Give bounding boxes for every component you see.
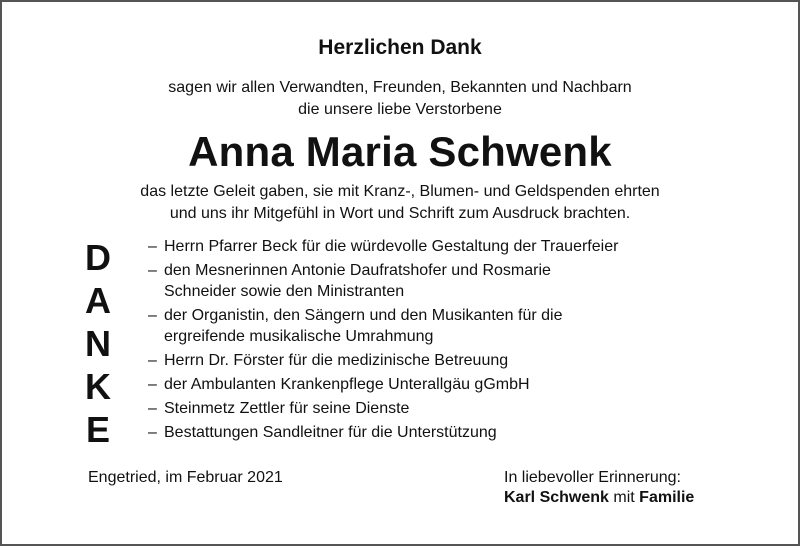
remembrance-line: In liebevoller Erinnerung:	[504, 469, 681, 486]
thanks-item-line: der Organistin, den Sängern und den Musikanten für die	[164, 307, 563, 324]
thanks-item-line: Bestattungen Sandleitner für die Unterstützung	[164, 424, 497, 441]
thanks-item-line: der Ambulanten Krankenpflege Unterallgäu gGmbH	[164, 376, 530, 393]
place-date: Engetried, im Februar 2021	[88, 469, 283, 486]
thanks-item	[148, 236, 748, 257]
dash-bullet: –	[148, 262, 157, 279]
thanks-item-line: den Mesnerinnen Antonie Daufratshofer und Rosmarie	[164, 262, 551, 279]
thanks-item	[148, 422, 748, 443]
thanks-item-text	[164, 422, 748, 443]
heading: Herzlichen Dank	[318, 36, 482, 59]
intro-line-1: sagen wir allen Verwandten, Freunden, Bekannten und Nachbarn	[168, 79, 632, 96]
thanks-item-line: Herrn Dr. Förster für die medizinische Betreuung	[164, 352, 509, 369]
danke-letter: N	[85, 323, 111, 364]
thanks-item-line: Schneider sowie den Ministranten	[164, 283, 405, 300]
signer-name: Karl Schwenk	[504, 489, 609, 506]
danke-letter: E	[85, 409, 110, 450]
thanks-item-line: Herrn Pfarrer Beck für die würdevolle Gestaltung der Trauerfeier	[164, 238, 619, 255]
danke-letter: A	[85, 280, 111, 321]
dash-bullet: –	[148, 307, 157, 324]
thanks-item-text	[164, 398, 748, 419]
danke-letter: K	[85, 366, 111, 407]
body-line-1: das letzte Geleit gaben, sie mit Kranz-, Blumen- und Geldspenden ehrten	[140, 183, 660, 200]
thanks-item-line: Steinmetz Zettler für seine Dienste	[164, 400, 410, 417]
body-line-2: und uns ihr Mitgefühl in Wort und Schrift zum Ausdruck brachten.	[169, 205, 631, 222]
deceased-name: Anna Maria Schwenk	[188, 128, 612, 175]
thanks-item-text	[164, 374, 748, 395]
thanks-item	[148, 398, 748, 419]
dash-bullet: –	[148, 424, 157, 441]
thanks-item-text	[164, 236, 748, 257]
thanks-item	[148, 260, 748, 302]
thanks-list	[148, 236, 748, 446]
signer-family: Familie	[639, 489, 695, 506]
danke-vertical	[78, 236, 118, 451]
intro-line-2: die unsere liebe Verstorbene	[298, 101, 502, 118]
signer-mit: mit	[613, 489, 635, 506]
dash-bullet: –	[148, 376, 157, 393]
danke-letter: D	[85, 237, 111, 278]
thanks-item-line: ergreifende musikalische Umrahmung	[164, 328, 434, 345]
signature	[504, 489, 694, 507]
thanks-item	[148, 350, 748, 371]
dash-bullet: –	[148, 238, 157, 255]
thanks-item-text	[164, 305, 748, 347]
dash-bullet: –	[148, 352, 157, 369]
dash-bullet: –	[148, 400, 157, 417]
thanks-item	[148, 374, 748, 395]
thanks-item-text	[164, 260, 748, 302]
thanks-item	[148, 305, 748, 347]
thanks-item-text	[164, 350, 748, 371]
